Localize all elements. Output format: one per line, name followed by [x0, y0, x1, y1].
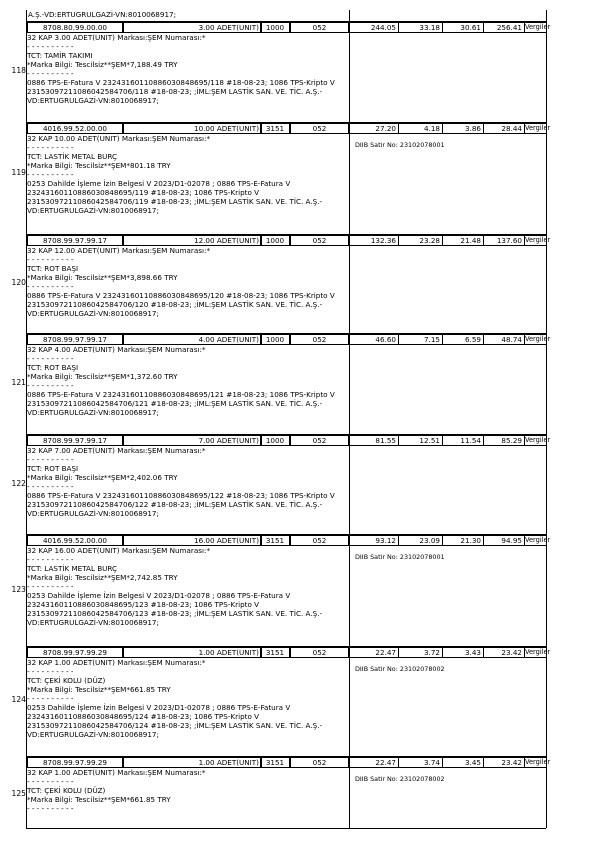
code-1: 1000 [260, 235, 290, 246]
quantity: 16.00 ADET(UNIT) [123, 535, 262, 546]
description-line: TCT: TAMİR TAKIMI [27, 51, 93, 60]
description-line: 32 KAP 12.00 ADET(UNIT) Markası:ŞEM Numarası:* [27, 246, 211, 255]
description-line: 0886 TPS-E-Fatura V 23243160110886030848695/118 #18-08-23; 1086 TPS-Kripto V 23153097211086042584706/118 #18-08-23; ;İML:ŞEM LASTİK SAN. VE. TİC. A.Ş.-VD:ERTUGRULGAZİ-VN:8010068917; [27, 78, 338, 105]
description-line: TCT: LASTİK METAL BURÇ [27, 152, 118, 161]
description-line: 0886 TPS-E-Fatura V 23243160110886030848695/121 #18-08-23; 1086 TPS-Kripto V 23153097211086042584706/121 #18-08-23; ;İML:ŞEM LASTİK SAN. VE. TİC. A.Ş.-VD:ERTUGRULGAZİ-VN:8010068917; [27, 390, 338, 417]
tax-label: Vergiler [525, 758, 551, 766]
declaration-item [10, 756, 570, 832]
quantity: 10.00 ADET(UNIT) [123, 123, 262, 134]
declaration-item [10, 234, 570, 332]
description-line: - - - - - - - - - - [27, 69, 74, 78]
declaration-item [10, 122, 570, 223]
tax-label: Vergiler [525, 124, 551, 132]
value-1: 46.60 [349, 334, 399, 345]
gtip-code: 8708.99.97.99.29 [27, 757, 123, 768]
quantity: 12.00 ADET(UNIT) [123, 235, 262, 246]
code-1: 3151 [260, 123, 290, 134]
value-3: 3.86 [442, 123, 484, 134]
value-4: 28.44 [483, 123, 525, 134]
diib-reference: DIIB Satir No: 23102078001 [355, 141, 445, 149]
value-1: 244.05 [349, 22, 399, 33]
value-4: 23.42 [483, 757, 525, 768]
description-line: *Marka Bilgi: Tescilsiz**ŞEM*2,742.85 TRY [27, 573, 178, 582]
description-line: 32 KAP 16.00 ADET(UNIT) Markası:ŞEM Numarası:* [27, 546, 211, 555]
gtip-code: 8708.99.97.99.29 [27, 647, 123, 658]
quantity: 1.00 ADET(UNIT) [123, 647, 262, 658]
description-line: *Marka Bilgi: Tescilsiz**ŞEM*7,188.49 TRY [27, 60, 178, 69]
item-number: 125 [11, 789, 26, 798]
quantity: 4.00 ADET(UNIT) [123, 334, 262, 345]
description-line: - - - - - - - - - - [27, 42, 74, 51]
value-1: 132.36 [349, 235, 399, 246]
description-line: - - - - - - - - - - [27, 143, 74, 152]
item-number: 124 [11, 695, 26, 704]
value-3: 21.48 [442, 235, 484, 246]
column-rule [26, 10, 27, 828]
value-3: 3.43 [442, 647, 484, 658]
declaration-item [10, 333, 570, 433]
tax-label: Vergiler [525, 436, 551, 444]
value-2: 7.15 [398, 334, 443, 345]
description-line: 32 KAP 7.00 ADET(UNIT) Markası:ŞEM Numarası:* [27, 446, 206, 455]
item-description [27, 768, 349, 813]
declaration-item [10, 534, 570, 645]
tax-label: Vergiler [525, 335, 551, 343]
description-line: - - - - - - - - - - [27, 804, 74, 813]
description-line: TCT: ROT BAŞI [27, 464, 79, 473]
description-line: - - - - - - - - - - [27, 555, 74, 564]
description-line: TCT: ÇEKİ KOLU (DÜZ) [27, 676, 106, 685]
description-line: 32 KAP 1.00 ADET(UNIT) Markası:ŞEM Numarası:* [27, 658, 206, 667]
gtip-code: 8708.80.99.00.00 [27, 22, 123, 33]
description-line: - - - - - - - - - - [27, 694, 74, 703]
diib-reference: DIIB Satir No: 23102078002 [355, 775, 445, 783]
value-4: 137.60 [483, 235, 525, 246]
code-2: 052 [290, 535, 349, 546]
description-line: *Marka Bilgi: Tescilsiz**ŞEM*3,898.66 TRY [27, 273, 178, 282]
code-2: 052 [290, 435, 349, 446]
item-description [27, 33, 349, 105]
item-description [27, 345, 349, 417]
description-line: *Marka Bilgi: Tescilsiz**ŞEM*661.85 TRY [27, 685, 171, 694]
code-2: 052 [290, 334, 349, 345]
quantity: 7.00 ADET(UNIT) [123, 435, 262, 446]
column-rule [546, 10, 547, 828]
description-line: TCT: LASTİK METAL BURÇ [27, 564, 118, 573]
tax-label: Vergiler [525, 23, 551, 31]
description-line: 32 KAP 1.00 ADET(UNIT) Markası:ŞEM Numarası:* [27, 768, 206, 777]
value-1: 22.47 [349, 647, 399, 658]
description-line: *Marka Bilgi: Tescilsiz**ŞEM*661.85 TRY [27, 795, 171, 804]
description-line: - - - - - - - - - - [27, 455, 74, 464]
gtip-code: 4016.99.52.00.00 [27, 123, 123, 134]
description-line: - - - - - - - - - - [27, 482, 74, 491]
item-description [27, 446, 349, 518]
description-line: - - - - - - - - - - [27, 282, 74, 291]
code-1: 3151 [260, 647, 290, 658]
description-line: - - - - - - - - - - [27, 667, 74, 676]
description-line: *Marka Bilgi: Tescilsiz**ŞEM*2,402.06 TRY [27, 473, 178, 482]
description-line: 32 KAP 3.00 ADET(UNIT) Markası:ŞEM Numarası:* [27, 33, 206, 42]
description-line: TCT: ROT BAŞI [27, 264, 79, 273]
description-line: - - - - - - - - - - [27, 582, 74, 591]
value-2: 4.18 [398, 123, 443, 134]
description-line: 0253 Dahilde İşleme İzin Belgesi V 2023/D1-02078 ; 0886 TPS-E-Fatura V 23243160110886030848695/119 #18-08-23; 1086 TPS-Kripto V 23153097211086042584706/119 #18-08-23; ;İML:ŞEM LASTİK SAN. VE. TİC. A.Ş.-VD:ERTUGRULGAZİ-VN:8010068917; [27, 179, 323, 215]
value-2: 23.28 [398, 235, 443, 246]
tax-label: Vergiler [525, 536, 551, 544]
description-line: *Marka Bilgi: Tescilsiz**ŞEM*1,372.60 TRY [27, 372, 178, 381]
code-2: 052 [290, 757, 349, 768]
code-1: 1000 [260, 334, 290, 345]
value-4: 256.41 [483, 22, 525, 33]
page-bottom-rule [26, 828, 546, 829]
value-1: 81.55 [349, 435, 399, 446]
value-2: 23.09 [398, 535, 443, 546]
value-4: 85.29 [483, 435, 525, 446]
description-line: - - - - - - - - - - [27, 170, 74, 179]
declaration-item [10, 434, 570, 533]
value-3: 3.45 [442, 757, 484, 768]
code-1: 1000 [260, 22, 290, 33]
code-1: 3151 [260, 757, 290, 768]
item-number: 121 [11, 378, 26, 387]
item-number: 118 [11, 66, 26, 75]
description-line: - - - - - - - - - - [27, 255, 74, 264]
value-1: 93.12 [349, 535, 399, 546]
code-1: 1000 [260, 435, 290, 446]
description-line: 32 KAP 4.00 ADET(UNIT) Markası:ŞEM Numarası:* [27, 345, 206, 354]
value-1: 22.47 [349, 757, 399, 768]
description-line: - - - - - - - - - - [27, 381, 74, 390]
code-1: 3151 [260, 535, 290, 546]
value-3: 6.59 [442, 334, 484, 345]
description-line: - - - - - - - - - - [27, 777, 74, 786]
previous-item-tail [26, 10, 345, 21]
gtip-code: 8708.99.97.99.17 [27, 435, 123, 446]
item-description [27, 658, 349, 739]
description-line: 0253 Dahilde İşleme İzin Belgesi V 2023/D1-02078 ; 0886 TPS-E-Fatura V 23243160110886030848695/124 #18-08-23; 1086 TPS-Kripto V 23153097211086042584706/124 #18-08-23; ;İML:ŞEM LASTİK SAN. VE. TİC. A.Ş.-VD:ERTUGRULGAZİ-VN:8010068917; [27, 703, 323, 739]
code-2: 052 [290, 235, 349, 246]
description-line: 0886 TPS-E-Fatura V 23243160110886030848695/122 #18-08-23; 1086 TPS-Kripto V 23153097211086042584706/122 #18-08-23; ;İML:ŞEM LASTİK SAN. VE. TİC. A.Ş.-VD:ERTUGRULGAZİ-VN:8010068917; [27, 491, 338, 518]
value-4: 94.95 [483, 535, 525, 546]
quantity: 1.00 ADET(UNIT) [123, 757, 262, 768]
description-line: TCT: ROT BAŞI [27, 363, 79, 372]
value-1: 27.20 [349, 123, 399, 134]
value-3: 11.54 [442, 435, 484, 446]
value-4: 23.42 [483, 647, 525, 658]
description-line: 0886 TPS-E-Fatura V 23243160110886030848695/120 #18-08-23; 1086 TPS-Kripto V 23153097211086042584706/120 #18-08-23; ;İML:ŞEM LASTİK SAN. VE. TİC. A.Ş.-VD:ERTUGRULGAZİ-VN:8010068917; [27, 291, 338, 318]
gtip-code: 8708.99.97.99.17 [27, 334, 123, 345]
item-number: 119 [11, 168, 26, 177]
value-3: 30.61 [442, 22, 484, 33]
item-description [27, 546, 349, 627]
item-description [27, 134, 349, 215]
diib-reference: DIIB Satir No: 23102078001 [355, 553, 445, 561]
item-description [27, 246, 349, 318]
description-line: - - - - - - - - - - [27, 354, 74, 363]
tax-label: Vergiler [525, 236, 551, 244]
code-2: 052 [290, 123, 349, 134]
value-2: 12.51 [398, 435, 443, 446]
gtip-code: 8708.99.97.99.17 [27, 235, 123, 246]
gtip-code: 4016.99.52.00.00 [27, 535, 123, 546]
diib-reference: DIIB Satir No: 23102078002 [355, 665, 445, 673]
declaration-item [10, 21, 570, 121]
item-number: 123 [11, 585, 26, 594]
item-number: 120 [11, 278, 26, 287]
value-2: 33.18 [398, 22, 443, 33]
description-line: TCT: ÇEKİ KOLU (DÜZ) [27, 786, 106, 795]
declaration-item [10, 646, 570, 754]
value-4: 48.74 [483, 334, 525, 345]
quantity: 3.00 ADET(UNIT) [123, 22, 262, 33]
column-rule [349, 10, 350, 828]
description-line: 32 KAP 10.00 ADET(UNIT) Markası:ŞEM Numarası:* [27, 134, 211, 143]
code-2: 052 [290, 647, 349, 658]
item-number: 122 [11, 479, 26, 488]
value-3: 21.30 [442, 535, 484, 546]
value-2: 3.74 [398, 757, 443, 768]
description-line: 0253 Dahilde İşleme İzin Belgesi V 2023/D1-02078 ; 0886 TPS-E-Fatura V 23243160110886030848695/123 #18-08-23; 1086 TPS-Kripto V 23153097211086042584706/123 #18-08-23; ;İML:ŞEM LASTİK SAN. VE. TİC. A.Ş.-VD:ERTUGRULGAZİ-VN:8010068917; [27, 591, 323, 627]
previous-item-text: A.Ş.-VD:ERTUGRULGAZİ-VN:8010068917; [28, 10, 177, 19]
value-2: 3.72 [398, 647, 443, 658]
description-line: *Marka Bilgi: Tescilsiz**ŞEM*801.18 TRY [27, 161, 171, 170]
code-2: 052 [290, 22, 349, 33]
tax-label: Vergiler [525, 648, 551, 656]
